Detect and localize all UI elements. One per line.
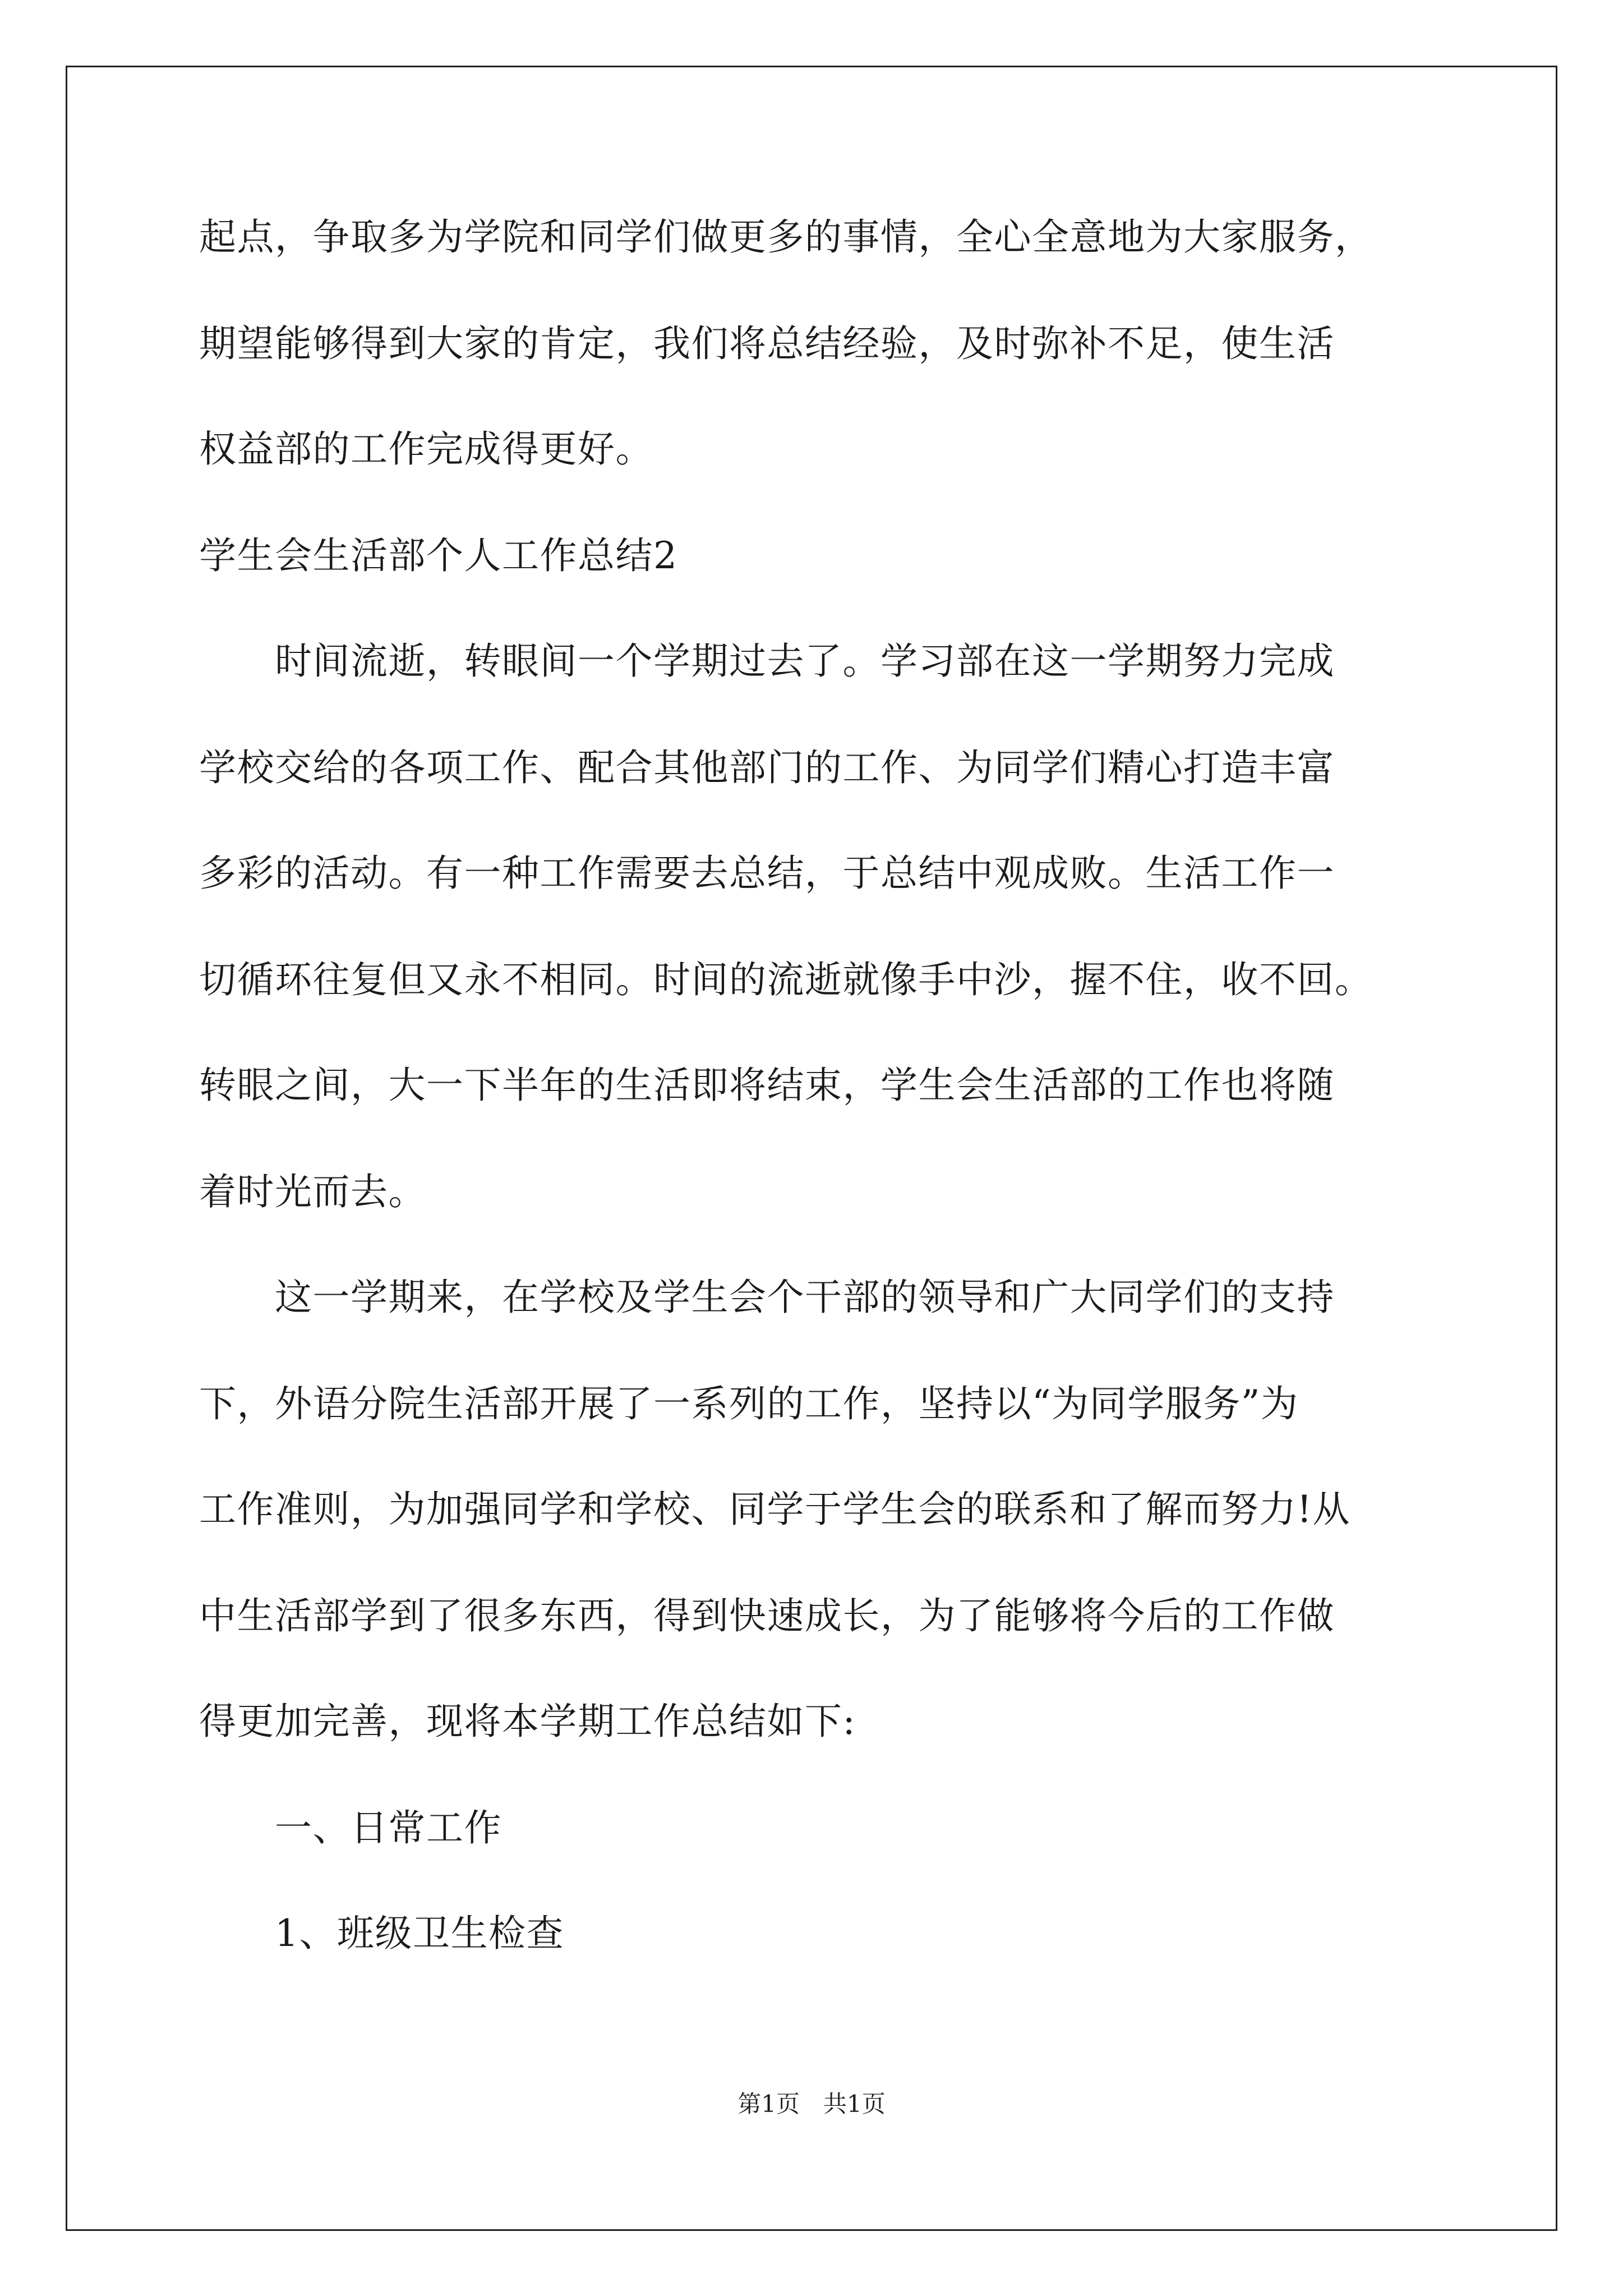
body-line: 期望能够得到大家的肯定，我们将总结经验，及时弥补不足，使生活 <box>199 322 1335 365</box>
body-line: 这一学期来，在学校及学生会个干部的领导和广大同学们的支持 <box>199 1276 1335 1319</box>
body-line: 下，外语分院生活部开展了一系列的工作，坚持以“为同学服务”为 <box>199 1382 1299 1425</box>
body-line: 工作准则，为加强同学和学校、同学于学生会的联系和了解而努力!从 <box>199 1488 1351 1531</box>
body-line: 多彩的活动。有一种工作需要去总结，于总结中观成败。生活工作一 <box>199 852 1335 895</box>
section-heading: 学生会生活部个人工作总结2 <box>199 534 678 577</box>
body-line: 中生活部学到了很多东西，得到快速成长，为了能够将今后的工作做 <box>199 1594 1335 1637</box>
list-heading: 一、日常工作 <box>199 1806 502 1849</box>
body-line: 转眼之间，大一下半年的生活即将结束，学生会生活部的工作也将随 <box>199 1064 1335 1107</box>
body-line: 切循环往复但又永不相同。时间的流逝就像手中沙，握不住，收不回。 <box>199 958 1373 1001</box>
page-border <box>66 66 1557 2231</box>
list-subheading: 1、班级卫生检查 <box>199 1912 564 1955</box>
body-line: 起点，争取多为学院和同学们做更多的事情，全心全意地为大家服务， <box>199 215 1373 259</box>
body-line: 时间流逝，转眼间一个学期过去了。学习部在这一学期努力完成 <box>199 639 1335 683</box>
page-footer: 第1页 共1页 <box>737 2090 886 2118</box>
body-line: 权益部的工作完成得更好。 <box>199 427 653 471</box>
body-line: 得更加完善，现将本学期工作总结如下: <box>199 1700 856 1743</box>
body-line: 学校交给的各项工作、配合其他部门的工作、为同学们精心打造丰富 <box>199 746 1335 789</box>
body-line: 着时光而去。 <box>199 1170 426 1213</box>
